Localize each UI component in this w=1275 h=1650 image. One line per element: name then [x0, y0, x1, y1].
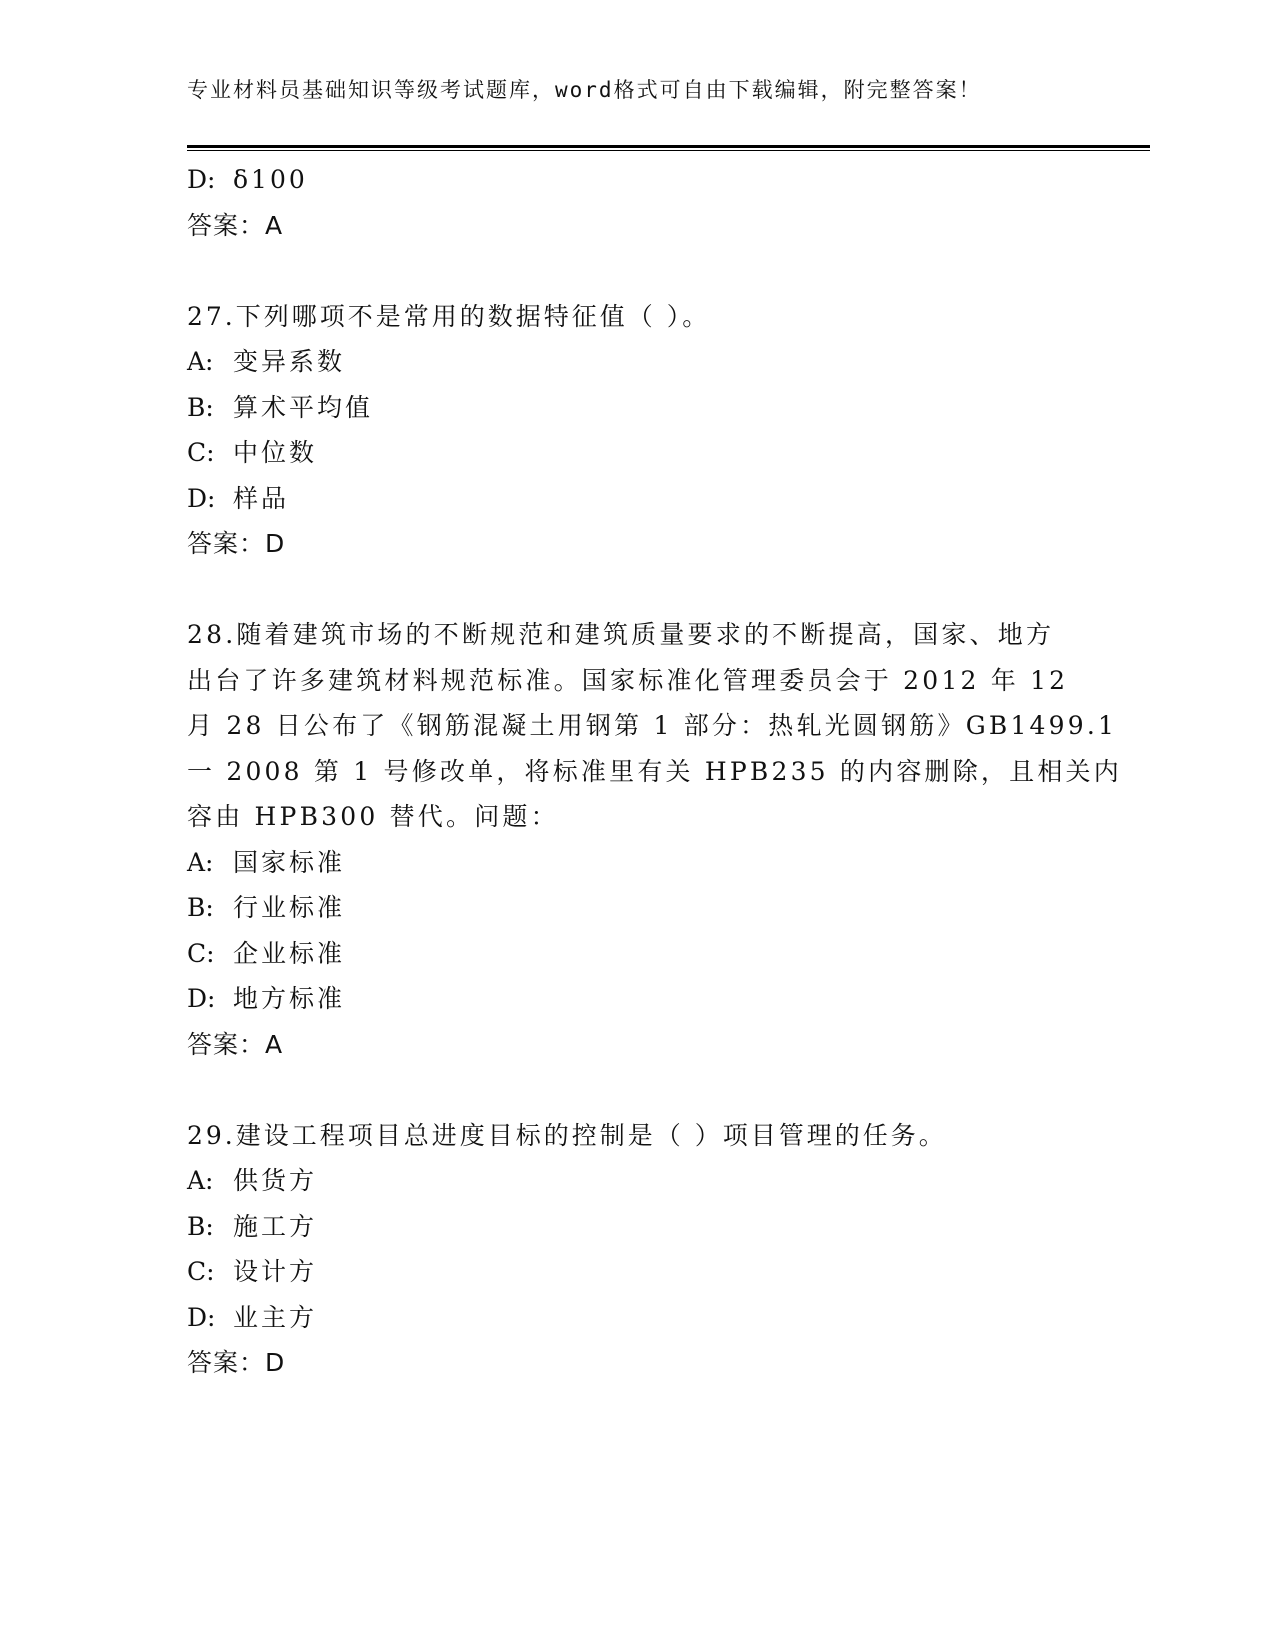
option-label: B:: [187, 1211, 214, 1241]
question-stem-line: 月 28 日公布了《钢筋混凝土用钢第 1 部分：热轧光圆钢筋》GB1499.1: [187, 711, 1118, 740]
option-text: 中位数: [233, 438, 318, 467]
option-text: 行业标准: [233, 893, 346, 922]
option-d-line: [187, 157, 1087, 203]
question-28: [187, 612, 1122, 1067]
option-text: 地方标准: [233, 984, 346, 1013]
option-text: 供货方: [233, 1166, 318, 1195]
option-line: [187, 1158, 1087, 1204]
option-label: C:: [187, 938, 215, 968]
option-line: [187, 1249, 1087, 1295]
page-header: 专业材料员基础知识等级考试题库，word格式可自由下载编辑，附完整答案！: [187, 78, 982, 102]
option-text: δ100: [233, 165, 308, 194]
option-label: C:: [187, 438, 215, 467]
option-label: D:: [187, 984, 216, 1013]
option-label: A:: [187, 347, 214, 376]
option-text: 业主方: [233, 1302, 318, 1332]
header-rule-thick: [187, 145, 1150, 148]
option-label: A:: [187, 1166, 214, 1195]
answer-line: 答案：D: [187, 1348, 286, 1377]
option-line: [187, 1204, 1087, 1250]
answer-line: 答案：D: [187, 529, 286, 558]
question-stem-line: 一 2008 第 1 号修改单，将标准里有关 HPB235 的内容删除，且相关内: [187, 756, 1122, 786]
question-stem: 29.建设工程项目总进度目标的控制是（ ）项目管理的任务。: [187, 1120, 947, 1150]
option-line: [187, 476, 1087, 522]
option-text: 企业标准: [233, 938, 346, 968]
option-line: [187, 430, 1087, 476]
answer-line: 答案：A: [187, 210, 284, 240]
option-line: [187, 976, 1087, 1022]
option-line: [187, 840, 1087, 886]
option-line: [187, 385, 1087, 431]
option-label: D:: [187, 1302, 216, 1332]
option-text: 算术平均值: [233, 392, 374, 422]
option-text: 变异系数: [233, 347, 346, 376]
document-content: [187, 157, 1122, 1386]
option-line: [187, 339, 1087, 385]
question-stem: [187, 612, 1122, 840]
option-text: 设计方: [233, 1257, 318, 1286]
spacer: [187, 248, 1087, 294]
option-text: 施工方: [233, 1211, 318, 1241]
question-stem: 27.下列哪项不是常用的数据特征值（ ）。: [187, 301, 711, 331]
option-line: [187, 1295, 1087, 1341]
option-text: 国家标准: [233, 847, 346, 877]
option-line: [187, 885, 1087, 931]
question-29: [187, 1113, 1087, 1386]
question-stem-line: 容由 HPB300 替代。问题：: [187, 802, 559, 831]
option-line: [187, 931, 1087, 977]
option-label: B:: [187, 893, 214, 922]
option-text: 样品: [233, 483, 290, 513]
spacer: [187, 1067, 1087, 1113]
spacer: [187, 567, 1087, 613]
option-label: A:: [187, 847, 214, 877]
answer-line: 答案：A: [187, 1029, 284, 1059]
question-stem-line: 出台了许多建筑材料规范标准。国家标准化管理委员会于 2012 年 12: [187, 665, 1069, 695]
option-label: D:: [187, 483, 216, 513]
option-label: C:: [187, 1257, 215, 1286]
option-label: B:: [187, 392, 214, 422]
question-stem-line: 28.随着建筑市场的不断规范和建筑质量要求的不断提高，国家、地方: [187, 620, 1055, 649]
question-27: [187, 294, 1087, 567]
header-rule-thin: [187, 150, 1150, 151]
option-label: D:: [187, 165, 216, 194]
